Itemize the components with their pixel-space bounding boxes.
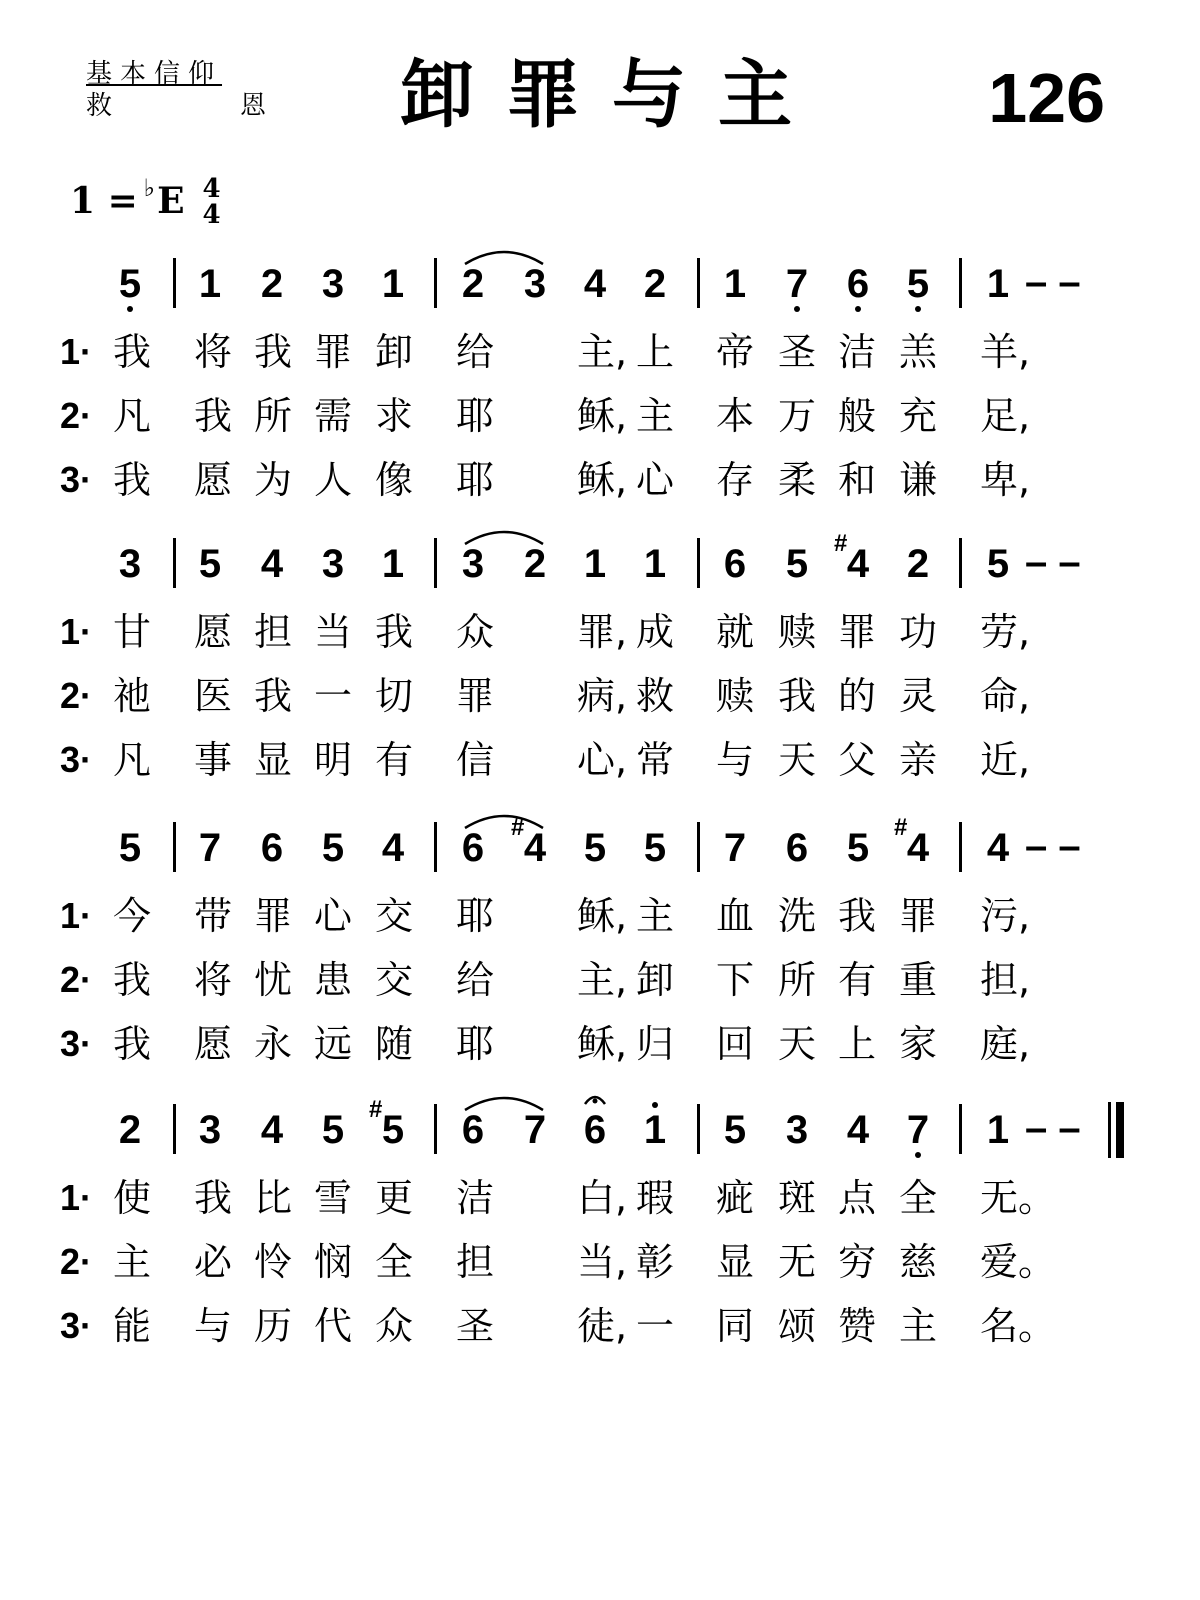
lyric-syllable: 担 bbox=[455, 1240, 494, 1284]
note: 4 bbox=[523, 826, 547, 870]
lyric-syllable: 天 bbox=[777, 738, 816, 782]
lyric-syllable: 人 bbox=[313, 458, 352, 502]
lyric-syllable: 赎 bbox=[715, 674, 754, 718]
note: 5 bbox=[118, 826, 142, 870]
note: 3 bbox=[118, 542, 142, 586]
lyric-syllable: 归 bbox=[635, 1022, 674, 1066]
note: 4 bbox=[381, 826, 405, 870]
lyric-syllable: 远 bbox=[313, 1022, 352, 1066]
note: 6 bbox=[785, 826, 809, 870]
lyric-syllable: 罪, bbox=[577, 610, 628, 654]
lyric-syllable: 全 bbox=[374, 1240, 413, 1284]
lyric-syllable: 众 bbox=[455, 610, 494, 654]
lyric-syllable: 求 bbox=[374, 394, 413, 438]
lyric-syllable: 耶 bbox=[455, 458, 494, 502]
note: 6 bbox=[260, 826, 284, 870]
lyric-syllable: 显 bbox=[715, 1240, 754, 1284]
slur-icon bbox=[463, 1090, 545, 1112]
lyric-syllable: 灵 bbox=[898, 674, 937, 718]
note: 2 bbox=[906, 542, 930, 586]
lyric-syllable: 与 bbox=[193, 1304, 232, 1348]
lyric-syllable: 心 bbox=[635, 458, 674, 502]
lyric-syllable: 今 bbox=[112, 894, 151, 938]
lyric-syllable: 足, bbox=[980, 394, 1031, 438]
note: 5 bbox=[118, 262, 142, 306]
lyric-syllable: 我 bbox=[374, 610, 413, 654]
lyric-syllable: 当, bbox=[577, 1240, 628, 1284]
lyric-syllable: 罪 bbox=[837, 610, 876, 654]
sustain-dashes: – – bbox=[1025, 260, 1081, 304]
lyric-syllable: 愿 bbox=[193, 610, 232, 654]
lyric-syllable: 圣 bbox=[455, 1304, 494, 1348]
note: 5 bbox=[785, 542, 809, 586]
hymn-title: 卸罪与主 bbox=[400, 52, 824, 138]
note: 5 bbox=[906, 262, 930, 306]
barline bbox=[434, 538, 437, 588]
barline bbox=[959, 822, 962, 872]
lyric-syllable: 和 bbox=[837, 458, 876, 502]
lyric-syllable: 切 bbox=[374, 674, 413, 718]
lyric-syllable: 慈 bbox=[898, 1240, 937, 1284]
lyric-syllable: 点 bbox=[837, 1176, 876, 1220]
lyric-syllable: 无。 bbox=[980, 1176, 1057, 1220]
lyric-syllable: 名。 bbox=[980, 1304, 1057, 1348]
lyric-syllable: 疵 bbox=[715, 1176, 754, 1220]
note: 4 bbox=[906, 826, 930, 870]
lyric-syllable: 卑, bbox=[980, 458, 1031, 502]
lyric-syllable: 代 bbox=[313, 1304, 352, 1348]
note: 1 bbox=[381, 542, 405, 586]
lyric-syllable: 交 bbox=[374, 958, 413, 1002]
category-top: 基本信仰 bbox=[86, 59, 223, 89]
lyric-syllable: 主 bbox=[635, 894, 674, 938]
note: 6 bbox=[583, 1108, 607, 1152]
lyric-syllable: 主, bbox=[577, 958, 628, 1002]
lyric-syllable: 父 bbox=[837, 738, 876, 782]
lyric-syllable: 稣, bbox=[577, 894, 628, 938]
note: 1 bbox=[583, 542, 607, 586]
note: 4 bbox=[846, 1108, 870, 1152]
note: 5 bbox=[381, 1108, 405, 1152]
lyric-syllable: 医 bbox=[193, 674, 232, 718]
note: 2 bbox=[118, 1108, 142, 1152]
lyric-syllable: 卸 bbox=[635, 958, 674, 1002]
sharp-icon: # bbox=[894, 814, 908, 841]
lyric-syllable: 与 bbox=[715, 738, 754, 782]
lyric-syllable: 祂 bbox=[112, 674, 151, 718]
lyric-syllable: 有 bbox=[837, 958, 876, 1002]
lyric-syllable: 病, bbox=[577, 674, 628, 718]
lyric-syllable: 柔 bbox=[777, 458, 816, 502]
octave-low-dot bbox=[855, 306, 861, 312]
note: 7 bbox=[785, 262, 809, 306]
lyric-syllable: 我 bbox=[253, 330, 292, 374]
lyric-syllable: 一 bbox=[635, 1304, 674, 1348]
sustain-dashes: – – bbox=[1025, 1106, 1081, 1150]
lyric-syllable: 我 bbox=[253, 674, 292, 718]
lyric-syllable: 命, bbox=[980, 674, 1031, 718]
note: 5 bbox=[321, 826, 345, 870]
lyric-syllable: 给 bbox=[455, 958, 494, 1002]
fermata-icon bbox=[583, 1090, 607, 1106]
lyric-syllable: 常 bbox=[635, 738, 674, 782]
verse-number: 3· bbox=[60, 459, 93, 500]
note: 5 bbox=[723, 1108, 747, 1152]
flat-icon: ♭ bbox=[143, 173, 156, 202]
lyric-syllable: 回 bbox=[715, 1022, 754, 1066]
lyric-syllable: 圣 bbox=[777, 330, 816, 374]
lyric-syllable: 亲 bbox=[898, 738, 937, 782]
barline bbox=[173, 822, 176, 872]
note: 6 bbox=[461, 1108, 485, 1152]
lyric-syllable: 忧 bbox=[253, 958, 292, 1002]
lyric-syllable: 谦 bbox=[898, 458, 937, 502]
lyric-syllable: 像 bbox=[374, 458, 413, 502]
note: 1 bbox=[643, 1108, 667, 1152]
lyric-syllable: 庭, bbox=[980, 1022, 1031, 1066]
note: 3 bbox=[321, 542, 345, 586]
lyric-syllable: 洁 bbox=[455, 1176, 494, 1220]
category-bottom-left: 救 bbox=[86, 91, 113, 121]
lyric-syllable: 稣, bbox=[577, 1022, 628, 1066]
lyric-syllable: 污, bbox=[980, 894, 1031, 938]
slur-icon bbox=[463, 244, 545, 266]
lyric-syllable: 上 bbox=[635, 330, 674, 374]
barline bbox=[959, 538, 962, 588]
verse-number: 2· bbox=[60, 1241, 93, 1282]
slur-icon bbox=[463, 808, 545, 830]
note: 4 bbox=[986, 826, 1010, 870]
category-bottom-right: 恩 bbox=[239, 91, 266, 121]
note: 1 bbox=[723, 262, 747, 306]
barline bbox=[434, 258, 437, 308]
lyric-syllable: 凡 bbox=[112, 394, 151, 438]
verse-number: 1· bbox=[60, 895, 93, 936]
lyric-syllable: 全 bbox=[898, 1176, 937, 1220]
note: 1 bbox=[643, 542, 667, 586]
lyric-syllable: 罪 bbox=[455, 674, 494, 718]
lyric-syllable: 罪 bbox=[313, 330, 352, 374]
note: 5 bbox=[198, 542, 222, 586]
lyric-syllable: 担 bbox=[253, 610, 292, 654]
octave-high-dot bbox=[652, 1102, 658, 1108]
lyric-syllable: 为 bbox=[253, 458, 292, 502]
lyric-syllable: 存 bbox=[715, 458, 754, 502]
barline bbox=[173, 1104, 176, 1154]
lyric-syllable: 带 bbox=[193, 894, 232, 938]
barline bbox=[697, 538, 700, 588]
note: 3 bbox=[461, 542, 485, 586]
verse-number: 3· bbox=[60, 739, 93, 780]
lyric-syllable: 稣, bbox=[577, 458, 628, 502]
lyric-syllable: 我 bbox=[112, 330, 151, 374]
note: 1 bbox=[986, 262, 1010, 306]
lyric-syllable: 必 bbox=[193, 1240, 232, 1284]
note: 1 bbox=[381, 262, 405, 306]
lyric-syllable: 随 bbox=[374, 1022, 413, 1066]
final-barline bbox=[1108, 1102, 1126, 1158]
barline bbox=[697, 1104, 700, 1154]
verse-number: 2· bbox=[60, 675, 93, 716]
note: 5 bbox=[321, 1108, 345, 1152]
lyric-syllable: 重 bbox=[898, 958, 937, 1002]
note: 6 bbox=[723, 542, 747, 586]
lyric-syllable: 主 bbox=[112, 1240, 151, 1284]
lyric-syllable: 救 bbox=[635, 674, 674, 718]
lyric-syllable: 卸 bbox=[374, 330, 413, 374]
lyric-syllable: 天 bbox=[777, 1022, 816, 1066]
lyric-syllable: 心 bbox=[313, 894, 352, 938]
lyric-syllable: 羊, bbox=[980, 330, 1031, 374]
lyric-syllable: 爱。 bbox=[980, 1240, 1057, 1284]
lyric-syllable: 有 bbox=[374, 738, 413, 782]
lyric-syllable: 雪 bbox=[313, 1176, 352, 1220]
barline bbox=[173, 538, 176, 588]
lyric-syllable: 劳, bbox=[980, 610, 1031, 654]
verse-number: 2· bbox=[60, 395, 93, 436]
lyric-syllable: 甘 bbox=[112, 610, 151, 654]
lyric-syllable: 赞 bbox=[837, 1304, 876, 1348]
note: 3 bbox=[321, 262, 345, 306]
meter-bottom: 4 bbox=[202, 200, 221, 230]
lyric-syllable: 比 bbox=[253, 1176, 292, 1220]
lyric-syllable: 稣, bbox=[577, 394, 628, 438]
lyric-syllable: 主 bbox=[898, 1304, 937, 1348]
lyric-syllable: 罪 bbox=[898, 894, 937, 938]
lyric-syllable: 穷 bbox=[837, 1240, 876, 1284]
octave-low-dot bbox=[915, 306, 921, 312]
barline bbox=[959, 1104, 962, 1154]
meter-top: 4 bbox=[202, 174, 221, 204]
lyric-syllable: 主, bbox=[577, 330, 628, 374]
note: 3 bbox=[198, 1108, 222, 1152]
sustain-dashes: – – bbox=[1025, 824, 1081, 868]
lyric-syllable: 明 bbox=[313, 738, 352, 782]
note: 3 bbox=[785, 1108, 809, 1152]
barline bbox=[173, 258, 176, 308]
lyric-syllable: 使 bbox=[112, 1176, 151, 1220]
lyric-syllable: 徒, bbox=[577, 1304, 628, 1348]
sharp-icon: # bbox=[369, 1096, 383, 1123]
lyric-syllable: 般 bbox=[837, 394, 876, 438]
lyric-syllable: 耶 bbox=[455, 394, 494, 438]
note: 6 bbox=[846, 262, 870, 306]
lyric-syllable: 罪 bbox=[253, 894, 292, 938]
lyric-syllable: 所 bbox=[777, 958, 816, 1002]
hymn-number: 126 bbox=[988, 59, 1105, 137]
lyric-syllable: 功 bbox=[898, 610, 937, 654]
lyric-syllable: 白, bbox=[577, 1176, 628, 1220]
lyric-syllable: 下 bbox=[715, 958, 754, 1002]
lyric-syllable: 需 bbox=[313, 394, 352, 438]
lyric-syllable: 万 bbox=[777, 394, 816, 438]
sharp-icon: # bbox=[511, 814, 525, 841]
lyric-syllable: 充 bbox=[898, 394, 937, 438]
note: 2 bbox=[461, 262, 485, 306]
note: 7 bbox=[906, 1108, 930, 1152]
verse-number: 1· bbox=[60, 611, 93, 652]
note: 2 bbox=[523, 542, 547, 586]
lyric-syllable: 一 bbox=[313, 674, 352, 718]
lyric-syllable: 所 bbox=[253, 394, 292, 438]
lyric-syllable: 耶 bbox=[455, 894, 494, 938]
lyric-syllable: 我 bbox=[193, 1176, 232, 1220]
note: 4 bbox=[846, 542, 870, 586]
sharp-icon: # bbox=[834, 530, 848, 557]
lyric-syllable: 众 bbox=[374, 1304, 413, 1348]
lyric-syllable: 洗 bbox=[777, 894, 816, 938]
note: 5 bbox=[846, 826, 870, 870]
note: 7 bbox=[198, 826, 222, 870]
lyric-syllable: 我 bbox=[112, 458, 151, 502]
note: 7 bbox=[723, 826, 747, 870]
lyric-syllable: 更 bbox=[374, 1176, 413, 1220]
lyric-syllable: 愿 bbox=[193, 458, 232, 502]
note: 6 bbox=[461, 826, 485, 870]
lyric-syllable: 瑕 bbox=[635, 1176, 674, 1220]
barline bbox=[959, 258, 962, 308]
lyric-syllable: 我 bbox=[777, 674, 816, 718]
lyric-syllable: 家 bbox=[898, 1022, 937, 1066]
lyric-syllable: 能 bbox=[112, 1304, 151, 1348]
lyric-syllable: 帝 bbox=[715, 330, 754, 374]
lyric-syllable: 显 bbox=[253, 738, 292, 782]
note: 1 bbox=[198, 262, 222, 306]
lyric-syllable: 当 bbox=[313, 610, 352, 654]
verse-number: 3· bbox=[60, 1023, 93, 1064]
verse-number: 1· bbox=[60, 331, 93, 372]
lyric-syllable: 怜 bbox=[253, 1240, 292, 1284]
lyric-syllable: 将 bbox=[193, 330, 232, 374]
lyric-syllable: 主 bbox=[635, 394, 674, 438]
key-letter: E bbox=[157, 180, 185, 222]
lyric-syllable: 羔 bbox=[898, 330, 937, 374]
note: 2 bbox=[260, 262, 284, 306]
note: 3 bbox=[523, 262, 547, 306]
lyric-syllable: 永 bbox=[253, 1022, 292, 1066]
lyric-syllable: 斑 bbox=[777, 1176, 816, 1220]
key-prefix: 1 = bbox=[70, 180, 138, 222]
lyric-syllable: 上 bbox=[837, 1022, 876, 1066]
lyric-syllable: 心, bbox=[577, 738, 628, 782]
octave-low-dot bbox=[915, 1152, 921, 1158]
lyric-syllable: 彰 bbox=[635, 1240, 674, 1284]
lyric-syllable: 本 bbox=[715, 394, 754, 438]
lyric-syllable: 洁 bbox=[837, 330, 876, 374]
note: 4 bbox=[260, 1108, 284, 1152]
verse-number: 3· bbox=[60, 1305, 93, 1346]
barline bbox=[697, 258, 700, 308]
lyric-syllable: 将 bbox=[193, 958, 232, 1002]
lyric-syllable: 患 bbox=[313, 958, 352, 1002]
lyric-syllable: 交 bbox=[374, 894, 413, 938]
lyric-syllable: 的 bbox=[837, 674, 876, 718]
lyric-syllable: 愿 bbox=[193, 1022, 232, 1066]
lyric-syllable: 血 bbox=[715, 894, 754, 938]
verse-number: 1· bbox=[60, 1177, 93, 1218]
sustain-dashes: – – bbox=[1025, 540, 1081, 584]
lyric-syllable: 给 bbox=[455, 330, 494, 374]
lyric-syllable: 悯 bbox=[313, 1240, 352, 1284]
lyric-syllable: 历 bbox=[253, 1304, 292, 1348]
lyric-syllable: 就 bbox=[715, 610, 754, 654]
note: 4 bbox=[583, 262, 607, 306]
verse-number: 2· bbox=[60, 959, 93, 1000]
note: 2 bbox=[643, 262, 667, 306]
barline bbox=[434, 1104, 437, 1154]
lyric-syllable: 近, bbox=[980, 738, 1031, 782]
lyric-syllable: 我 bbox=[193, 394, 232, 438]
lyric-syllable: 凡 bbox=[112, 738, 151, 782]
lyric-syllable: 我 bbox=[112, 1022, 151, 1066]
note: 5 bbox=[986, 542, 1010, 586]
lyric-syllable: 我 bbox=[837, 894, 876, 938]
note: 1 bbox=[986, 1108, 1010, 1152]
note: 5 bbox=[643, 826, 667, 870]
lyric-syllable: 同 bbox=[715, 1304, 754, 1348]
lyric-syllable: 耶 bbox=[455, 1022, 494, 1066]
lyric-syllable: 我 bbox=[112, 958, 151, 1002]
octave-low-dot bbox=[794, 306, 800, 312]
lyric-syllable: 事 bbox=[193, 738, 232, 782]
lyric-syllable: 赎 bbox=[777, 610, 816, 654]
lyric-syllable: 担, bbox=[980, 958, 1031, 1002]
octave-low-dot bbox=[127, 306, 133, 312]
lyric-syllable: 无 bbox=[777, 1240, 816, 1284]
lyric-syllable: 信 bbox=[455, 738, 494, 782]
note: 4 bbox=[260, 542, 284, 586]
note: 7 bbox=[523, 1108, 547, 1152]
note: 5 bbox=[583, 826, 607, 870]
lyric-syllable: 成 bbox=[635, 610, 674, 654]
slur-icon bbox=[463, 524, 545, 546]
barline bbox=[697, 822, 700, 872]
lyric-syllable: 颂 bbox=[777, 1304, 816, 1348]
barline bbox=[434, 822, 437, 872]
